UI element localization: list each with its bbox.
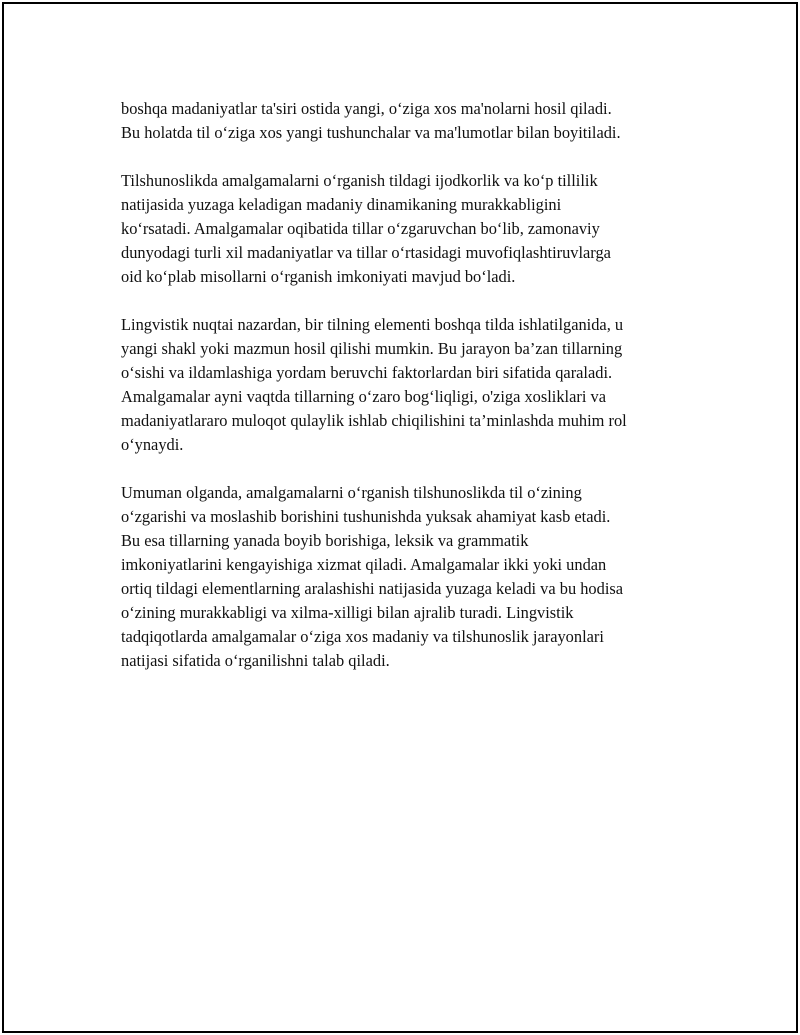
text-line: natijasi sifatida o‘rganilishni talab qiladi. <box>121 651 390 670</box>
text-line: o‘zining murakkabligi va xilma-xilligi bilan ajralib turadi. Lingvistik <box>121 603 574 622</box>
text-line: o‘zgarishi va moslashib borishini tushunishda yuksak ahamiyat kasb etadi. <box>121 507 611 526</box>
text-line: o‘sishi va ildamlashiga yordam beruvchi faktorlardan biri sifatida qaraladi. <box>121 363 613 382</box>
paragraph-2 <box>121 169 691 289</box>
text-line: Bu holatda til o‘ziga xos yangi tushunchalar va ma'lumotlar bilan boyitiladi. <box>121 123 621 142</box>
text-line: ortiq tildagi elementlarning aralashishi natijasida yuzaga keladi va bu hodisa <box>121 579 624 598</box>
text-line: boshqa madaniyatlar ta'siri ostida yangi, o‘ziga xos ma'nolarni hosil qiladi. <box>121 99 612 118</box>
document-body <box>121 97 691 697</box>
text-line: imkoniyatlarini kengayishiga xizmat qiladi. Amalgamalar ikki yoki undan <box>121 555 607 574</box>
text-line: Umuman olganda, amalgamalarni o‘rganish tilshunoslikda til o‘zining <box>121 483 582 502</box>
text-line: Lingvistik nuqtai nazardan, bir tilning elementi boshqa tilda ishlatilganida, u <box>121 315 624 334</box>
text-line: natijasida yuzaga keladigan madaniy dinamikaning murakkabligini <box>121 195 562 214</box>
text-line: Amalgamalar ayni vaqtda tillarning o‘zaro bog‘liqligi, o'ziga xosliklari va <box>121 387 606 406</box>
paragraph-1 <box>121 97 691 145</box>
text-line: o‘ynaydi. <box>121 435 184 454</box>
page-frame <box>2 2 798 1033</box>
text-line: madaniyatlararo muloqot qulaylik ishlab chiqilishini ta’minlashda muhim rol <box>121 411 627 430</box>
text-line: oid ko‘plab misollarni o‘rganish imkoniyati mavjud bo‘ladi. <box>121 267 516 286</box>
text-line: ko‘rsatadi. Amalgamalar oqibatida tillar o‘zgaruvchan bo‘lib, zamonaviy <box>121 219 600 238</box>
text-line: Tilshunoslikda amalgamalarni o‘rganish tildagi ijodkorlik va ko‘p tillilik <box>121 171 598 190</box>
text-line: Bu esa tillarning yanada boyib borishiga, leksik va grammatik <box>121 531 529 550</box>
text-line: yangi shakl yoki mazmun hosil qilishi mumkin. Bu jarayon ba’zan tillarning <box>121 339 623 358</box>
paragraph-3 <box>121 313 691 457</box>
text-line: tadqiqotlarda amalgamalar o‘ziga xos madaniy va tilshunoslik jarayonlari <box>121 627 604 646</box>
text-line: dunyodagi turli xil madaniyatlar va tillar o‘rtasidagi muvofiqlashtiruvlarga <box>121 243 611 262</box>
paragraph-4 <box>121 481 691 673</box>
